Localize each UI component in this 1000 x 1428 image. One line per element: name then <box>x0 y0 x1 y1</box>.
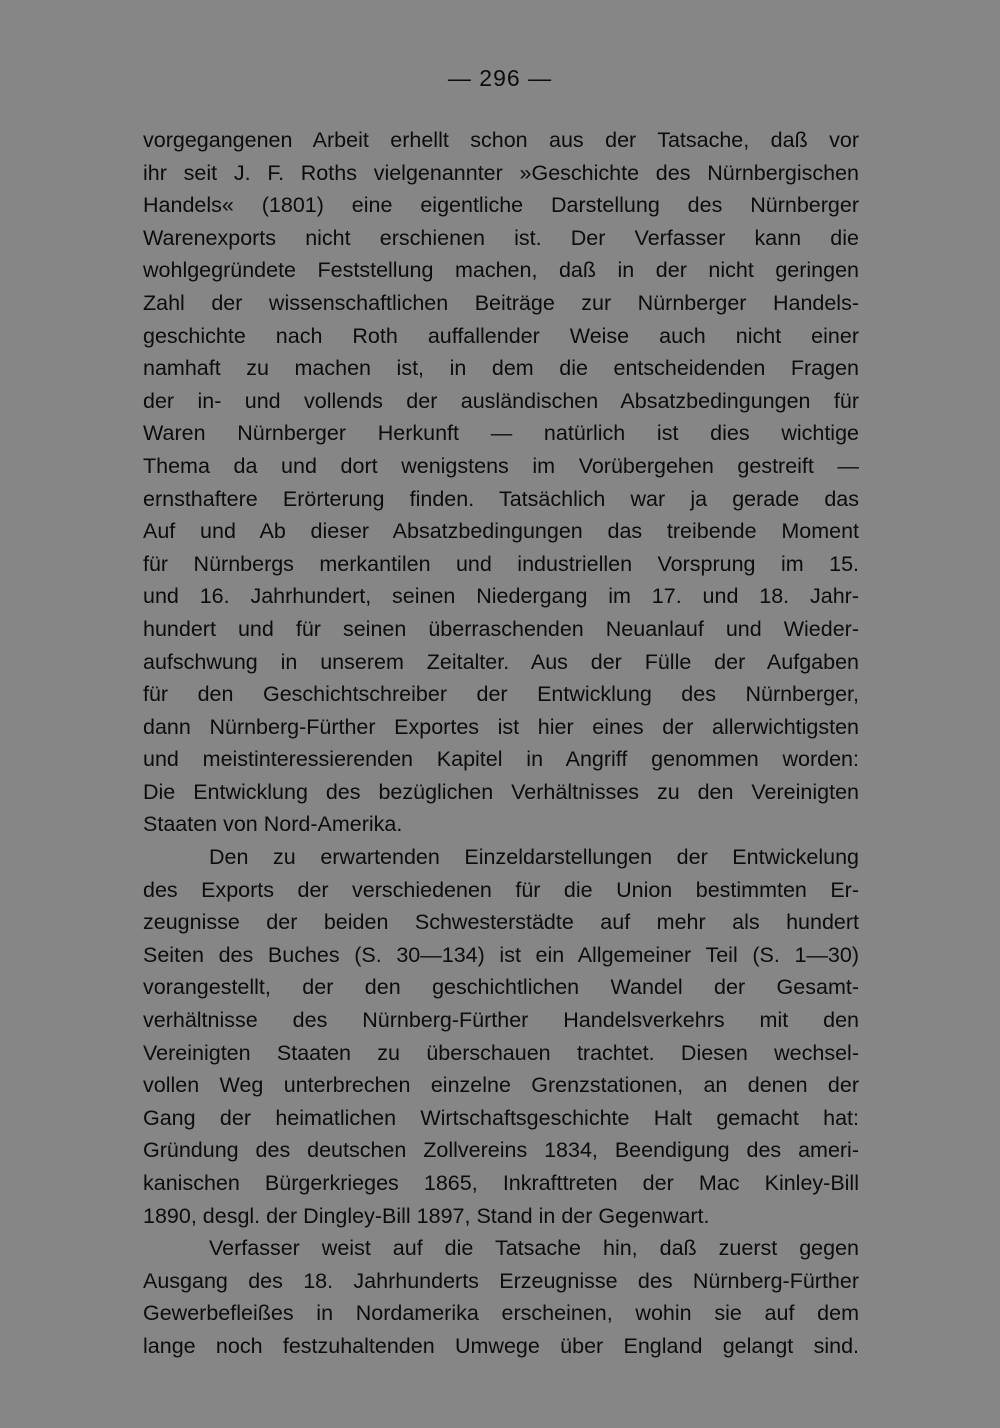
text-line: aufschwung in unserem Zeitalter. Aus der Fülle der Aufgaben <box>143 649 859 674</box>
text-line: kanischen Bürgerkrieges 1865, Inkrafttreten der Mac Kinley-Bill <box>143 1171 859 1195</box>
text-line: Handels« (1801) eine eigentliche Darstellung des Nürnberger <box>143 193 859 218</box>
text-line: zeugnisse der beiden Schwesterstädte auf mehr als hundert <box>143 910 859 935</box>
body-text <box>143 124 859 1363</box>
text-line: Thema da und dort wenigstens im Vorübergehen gestreift — <box>143 453 859 478</box>
text-line: 1890, desgl. der Dingley-Bill 1897, Stand in der Gegenwart. <box>143 1203 710 1228</box>
text-line: ernsthaftere Erörterung finden. Tatsächlich war ja gerade das <box>143 486 859 511</box>
text-line: wohlgegründete Feststellung machen, daß in der nicht geringen <box>143 258 859 283</box>
text-line: Seiten des Buches (S. 30—134) ist ein Allgemeiner Teil (S. 1—30) <box>143 942 859 967</box>
text-line: Staaten von Nord-Amerika. <box>143 812 403 837</box>
text-line: und meistinteressierenden Kapitel in Angriff genommen worden: <box>143 747 859 772</box>
text-line: Auf und Ab dieser Absatzbedingungen das treibende Moment <box>143 519 859 544</box>
text-line: Gründung des deutschen Zollvereins 1834, Beendigung des ameri- <box>143 1138 859 1163</box>
text-line: verhältnisse des Nürnberg-Fürther Handelsverkehrs mit den <box>143 1008 859 1033</box>
text-line: vorangestellt, der den geschichtlichen Wandel der Gesamt- <box>143 975 859 1000</box>
text-line: Waren Nürnberger Herkunft — natürlich ist dies wichtige <box>143 421 859 446</box>
text-line: ihr seit J. F. Roths vielgenannter »Geschichte des Nürnbergischen <box>143 160 859 185</box>
text-line: geschichte nach Roth auffallender Weise auch nicht einer <box>143 323 859 348</box>
text-line: Die Entwicklung des bezüglichen Verhältnisses zu den Vereinigten <box>143 779 859 804</box>
text-line: für Nürnbergs merkantilen und industriellen Vorsprung im 15. <box>143 551 859 576</box>
text-line: des Exports der verschiedenen für die Union bestimmten Er- <box>143 877 859 902</box>
text-line: Gang der heimatlichen Wirtschaftsgeschichte Halt gemacht hat: <box>143 1105 859 1130</box>
text-line: Zahl der wissenschaftlichen Beiträge zur Nürnberger Handels- <box>143 290 859 315</box>
text-line: Vereinigten Staaten zu überschauen trachtet. Diesen wechsel- <box>143 1040 859 1065</box>
text-line: dann Nürnberg-Fürther Exportes ist hier eines der allerwichtigsten <box>143 714 859 739</box>
text-line: Warenexports nicht erschienen ist. Der Verfasser kann die <box>143 225 859 250</box>
text-line: lange noch festzuhaltenden Umwege über England gelangt sind. <box>143 1333 859 1358</box>
paragraph-start-line: Den zu erwartenden Einzeldarstellungen der Entwickelung <box>209 845 859 870</box>
text-line: vollen Weg unterbrechen einzelne Grenzstationen, an denen der <box>143 1073 859 1098</box>
text-line: für den Geschichtschreiber der Entwicklung des Nürnberger, <box>143 682 859 707</box>
text-line: Gewerbefleißes in Nordamerika erscheinen, wohin sie auf dem <box>143 1301 859 1326</box>
text-line: und 16. Jahrhundert, seinen Niedergang im 17. und 18. Jahr- <box>143 584 859 609</box>
paragraph-start-line: Verfasser weist auf die Tatsache hin, daß zuerst gegen <box>209 1236 859 1261</box>
text-line: Ausgang des 18. Jahrhunderts Erzeugnisse des Nürnberg-Fürther <box>143 1268 859 1293</box>
text-line: der in- und vollends der ausländischen Absatzbedingungen für <box>143 388 859 413</box>
text-line: hundert und für seinen überraschenden Neuanlauf und Wieder- <box>143 616 859 641</box>
text-line: vorgegangenen Arbeit erhellt schon aus der Tatsache, daß vor <box>143 128 859 152</box>
text-line: namhaft zu machen ist, in dem die entscheidenden Fragen <box>143 356 859 381</box>
page-number: — 296 — <box>447 65 553 91</box>
